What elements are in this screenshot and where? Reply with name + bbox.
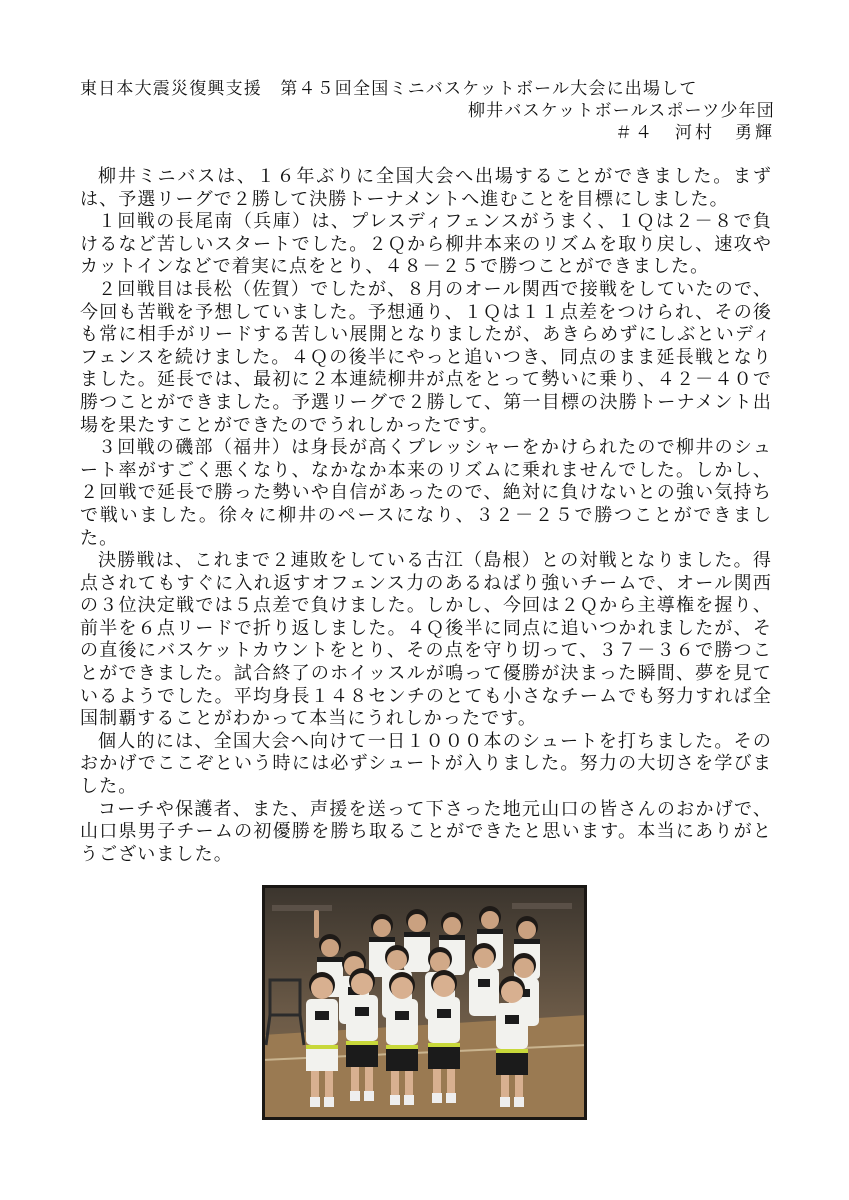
paragraph: 決勝戦は、これまで２連敗をしている古江（島根）との対戦となりました。得点されてもすぐに入れ返すオフェンス力のあるねばり強いチームで、オール関西の３位決定戦では５点差で負けました。しかし、今回は２Ｑから主導権を握り、前半を６点リードで折り返しました。４Ｑ後半に同点に追いつかれましたが、その直後にバスケットカウントをとり、その点を守り切って、３７－３６で勝つことができました。試合終了のホイッスルが鳴って優勝が決まった瞬間、夢を見ているようでした。平均身長１４８センチのとても小さなチームでも努力すれば全国制覇することがわかって本当にうれしかったです。 (80, 550, 772, 730)
paragraph: ２回戦目は長松（佐賀）でしたが、８月のオール関西で接戦をしていたので、今回も苦戦を予想していました。予想通り、１Ｑは１１点差をつけられ、その後も常に相手がリードする苦しい展開となりましたが、あきらめずにしぶといディフェンスを続けました。４Ｑの後半にやっと追いつき、同点のまま延長戦となりました。延長では、最初に２本連続柳井が点をとって勢いに乗り、４２－４０で勝つことができました。予選リーグで２勝して、第一目標の決勝トーナメント出場を果たすことができたのでうれしかったです。 (80, 278, 772, 436)
paragraph: ３回戦の磯部（福井）は身長が高くプレッシャーをかけられたので柳井のシュート率がすごく悪くなり、なかなか本来のリズムに乗れませんでした。しかし、２回戦で延長で勝った勢いや自信があったので、絶対に負けないとの強い気持ちで戦いました。徐々に柳井のペースになり、３２－２５で勝つことができました。 (80, 437, 772, 549)
paragraph: コーチや保護者、また、声援を送って下さった地元山口の皆さんのおかげで、山口県男子チームの初優勝を勝ち取ることができたと思います。本当にありがとうございました。 (80, 798, 772, 865)
author-name: ＃４ 河村 勇輝 (615, 123, 775, 143)
document-title: 東日本大震災復興支援 第４５回全国ミニバスケットボール大会に出場して (80, 79, 698, 99)
paragraph: １回戦の長尾南（兵庫）は、プレスディフェンスがうまく、１Ｑは２－８で負けるなど苦しいスタートでした。２Ｑから柳井本来のリズムを取り戻し、速攻やカットインなどで着実に点をとり、４８－２５で勝つことができました。 (80, 211, 772, 278)
essay-body (80, 166, 772, 866)
team-name: 柳井バスケットボールスポーツ少年団 (467, 101, 775, 121)
paragraph: 柳井ミニバスは、１６年ぶりに全国大会へ出場することができました。まずは、予選リーグで２勝して決勝トーナメントへ進むことを目標にしました。 (80, 166, 772, 210)
document-header (80, 78, 775, 144)
paragraph: 個人的には、全国大会へ向けて一日１０００本のシュートを打ちました。そのおかげでここぞという時には必ずシュートが入りました。努力の大切さを学びました。 (80, 730, 772, 798)
team-photo (262, 885, 587, 1120)
